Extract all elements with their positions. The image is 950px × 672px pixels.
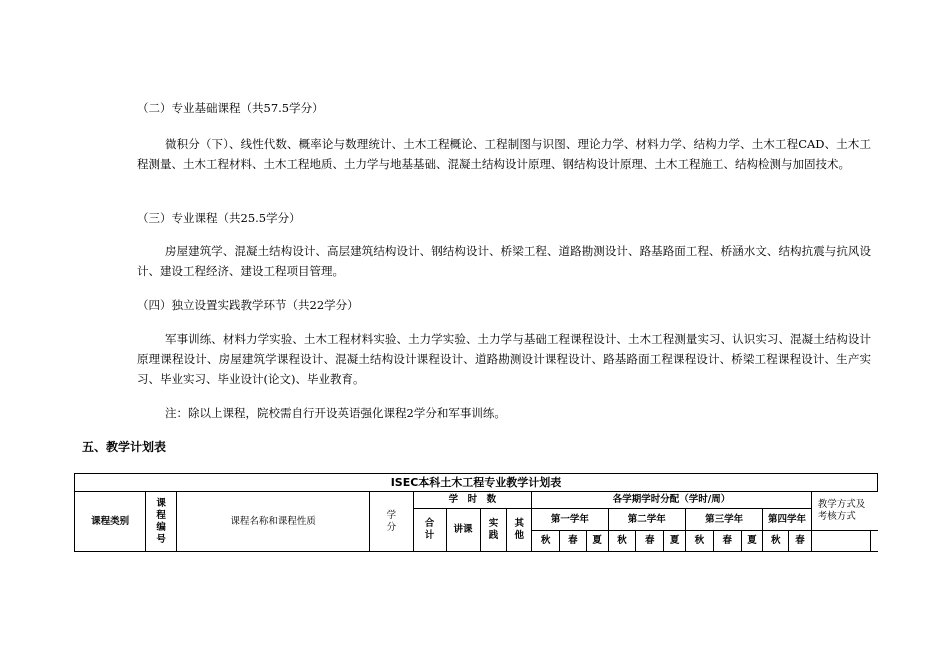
- note: 注：除以上课程，院校需自行开设英语强化课程2学分和军事训练。: [165, 406, 506, 420]
- y4-spring: 春: [789, 531, 812, 552]
- method-subcell-edge: [870, 531, 877, 552]
- y2-autumn: 秋: [608, 531, 636, 552]
- section-5-heading: 五、教学计划表: [82, 440, 167, 454]
- course-category-header: 课程类别: [75, 492, 146, 552]
- other-header: 其他: [507, 509, 532, 552]
- section-3-heading: （三）专业课程（共25.5学分）: [137, 211, 301, 225]
- course-name-header: 课程名称和课程性质: [177, 492, 370, 552]
- total-hours-header: 合计: [413, 509, 446, 552]
- y1-autumn: 秋: [532, 531, 560, 552]
- course-code-header: 课程编号: [146, 492, 177, 552]
- credits-header: 学分: [370, 492, 413, 552]
- year-2-header: 第二学年: [608, 509, 685, 531]
- lecture-header: 讲课: [446, 509, 480, 552]
- teaching-method-header: 教学方式及考核方式: [811, 492, 877, 531]
- y4-autumn: 秋: [763, 531, 789, 552]
- y1-summer: 夏: [586, 531, 608, 552]
- teaching-plan-table: [74, 473, 878, 552]
- section-2-body: 微积分（下）、线性代数、概率论与数理统计、土木工程概论、工程制图与识图、理论力学、材料力学、结构力学、土木工程CAD、土木工程测量、土木工程材料、土木工程地质、土力学与地基基础、混凝土结构设计原理、钢结构设计原理、土木工程施工、结构检测与加固技术。: [137, 137, 871, 171]
- year-1-header: 第一学年: [532, 509, 608, 531]
- section-4-body: 军事训练、材料力学实验、土木工程材料实验、土力学实验、土力学与基础工程课程设计、土木工程测量实习、认识实习、混凝土结构设计原理课程设计、房屋建筑学课程设计、混凝土结构设计课程设计、道路勘测设计课程设计、路基路面工程课程设计、桥梁工程课程设计、生产实习、毕业实习、毕业设计(论文)、毕业教育。: [137, 332, 871, 386]
- y3-autumn: 秋: [685, 531, 713, 552]
- y3-spring: 春: [713, 531, 741, 552]
- section-3-body: 房屋建筑学、混凝土结构设计、高层建筑结构设计、钢结构设计、桥梁工程、道路勘测设计、路基路面工程、桥涵水文、结构抗震与抗风设计、建设工程经济、建设工程项目管理。: [137, 244, 871, 278]
- year-3-header: 第三学年: [685, 509, 762, 531]
- y2-summer: 夏: [664, 531, 686, 552]
- table-title: ISEC本科土木工程专业教学计划表: [75, 474, 878, 492]
- y2-spring: 春: [636, 531, 664, 552]
- section-4-heading: （四）独立设置实践教学环节（共22学分）: [137, 298, 359, 312]
- semester-distribution-header: 各学期学时分配（学时/周）: [532, 492, 812, 509]
- practice-header: 实践: [480, 509, 507, 552]
- hours-header: 学 时 数: [413, 492, 532, 509]
- section-2-heading: （二）专业基础课程（共57.5学分）: [137, 101, 324, 115]
- y1-spring: 春: [560, 531, 587, 552]
- y3-summer: 夏: [741, 531, 763, 552]
- method-subcell: [811, 531, 870, 552]
- year-4-header: 第四学年: [763, 509, 812, 531]
